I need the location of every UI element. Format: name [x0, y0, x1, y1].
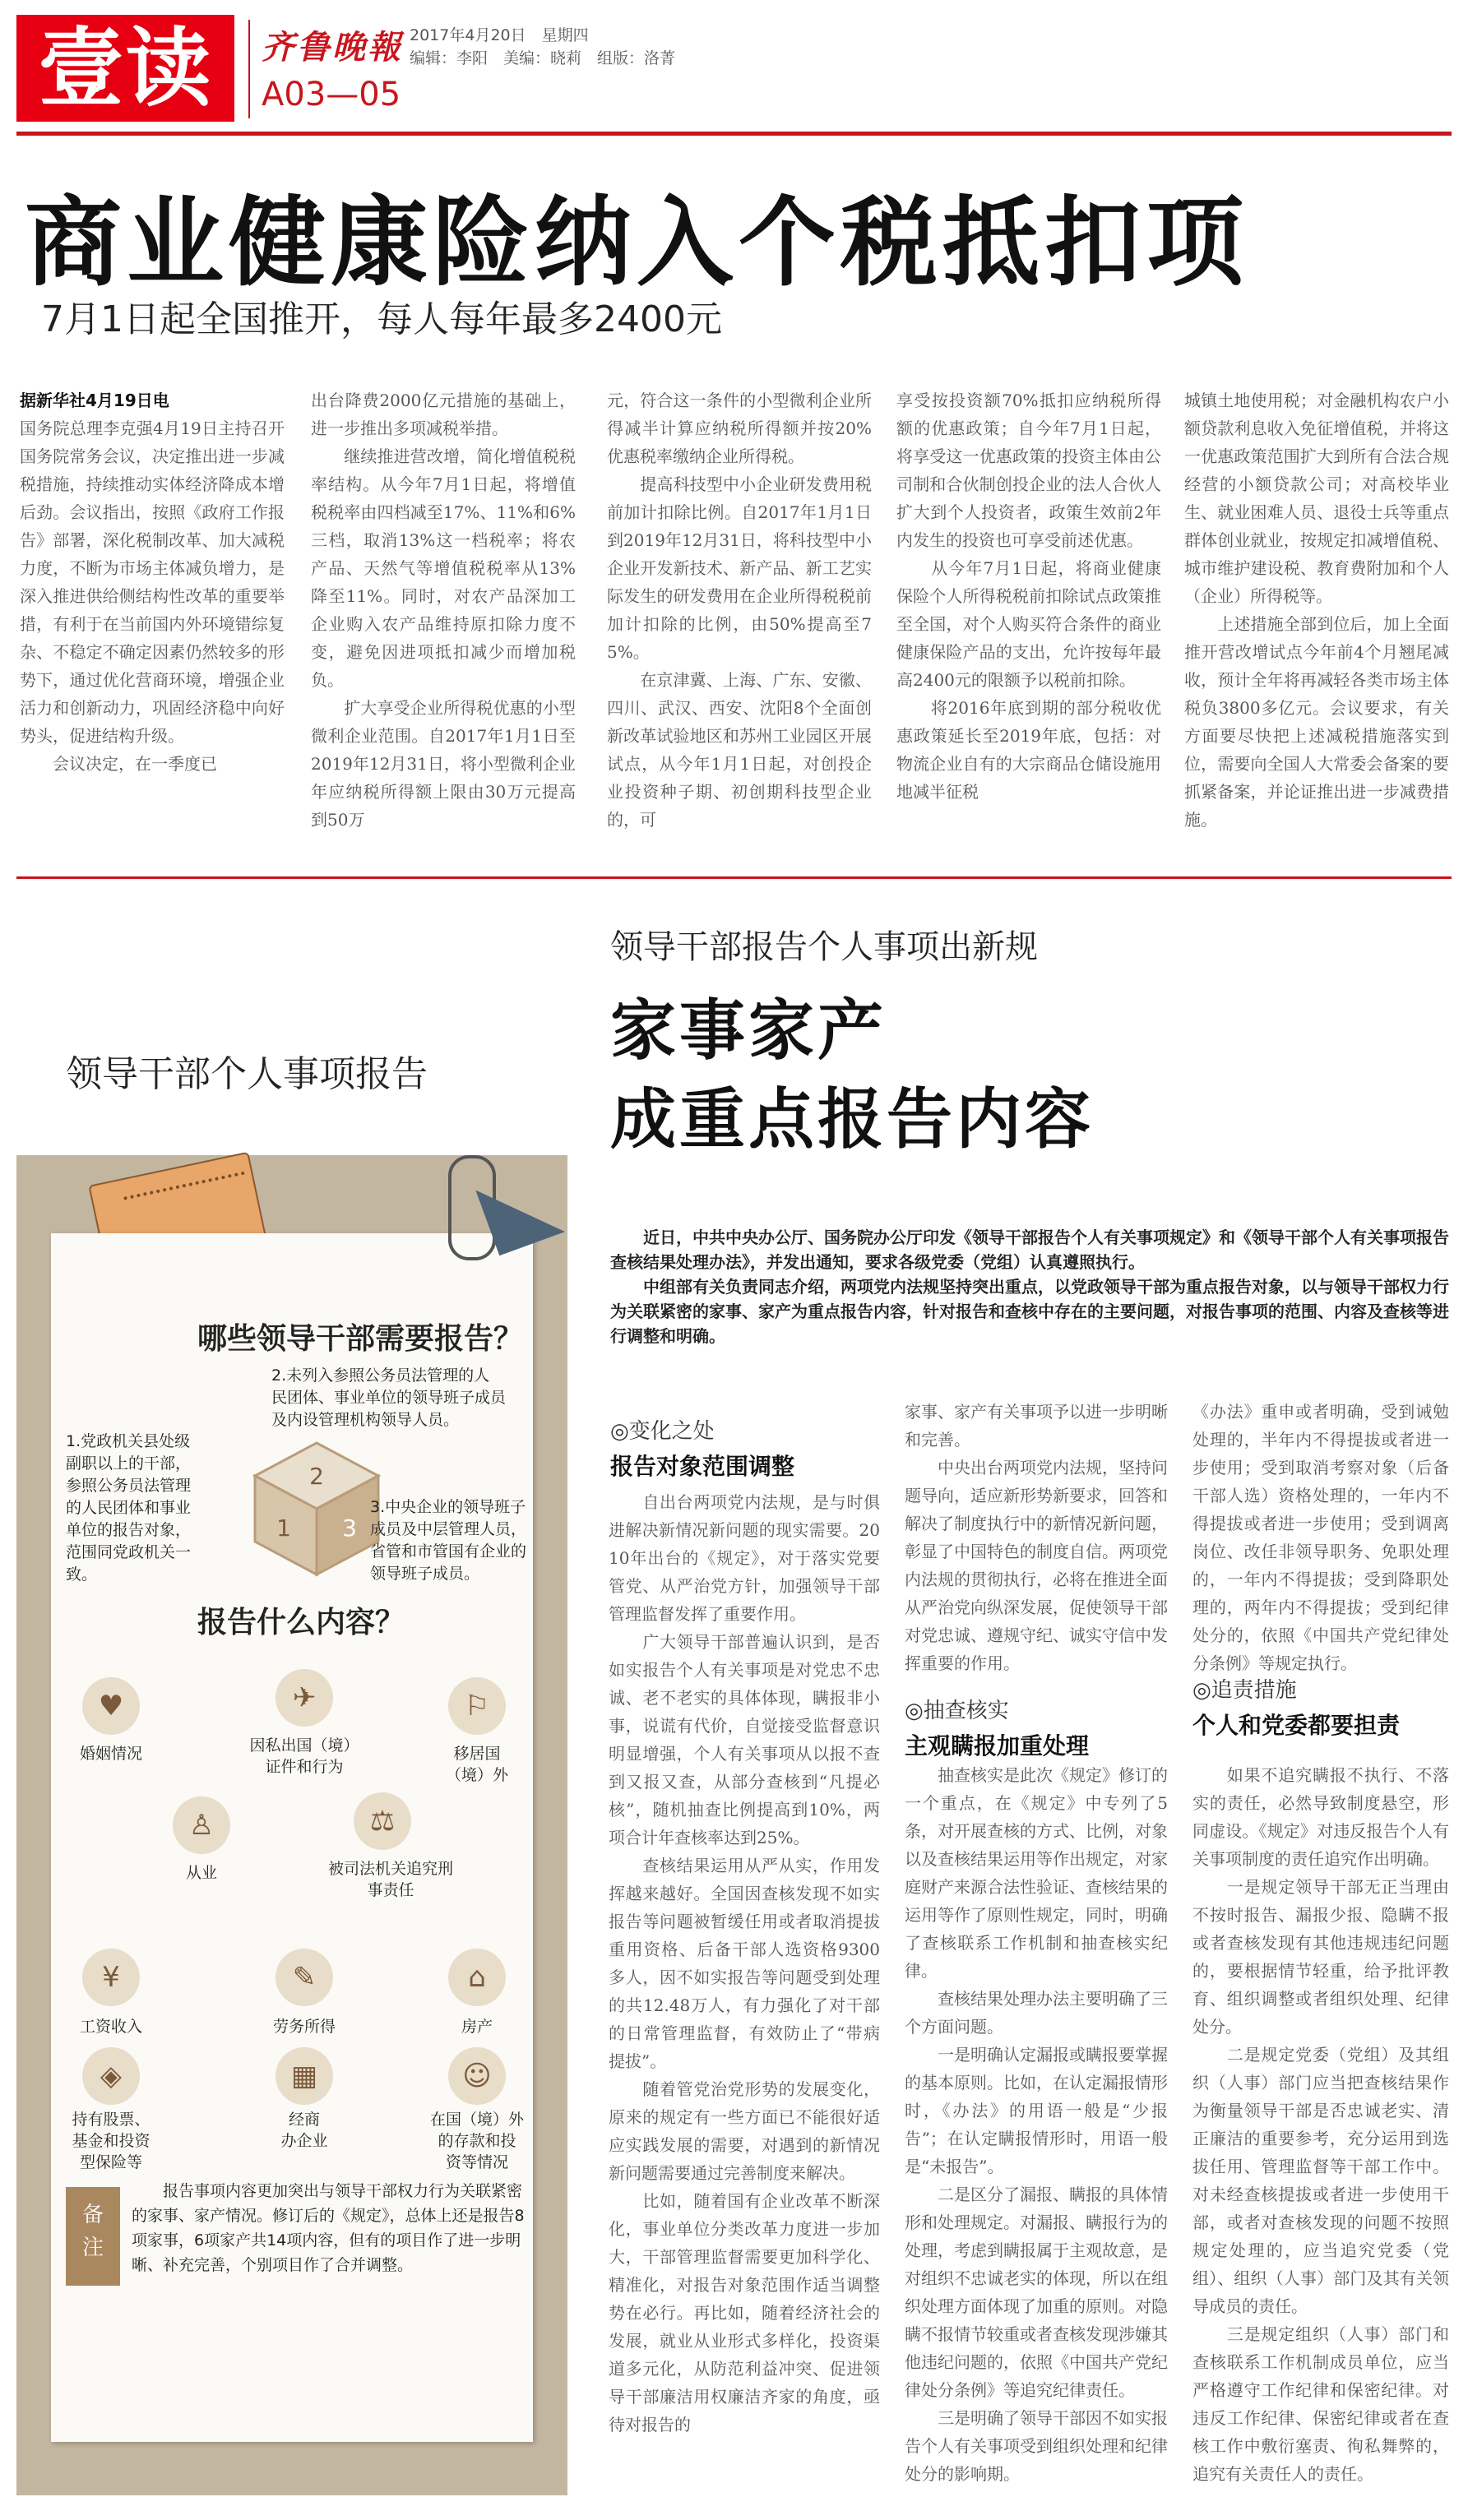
lead-column-5: 城镇土地使用税；对金融机构农户小额贷款利息收入免征增值税，并将这一优惠政策范围扩大到所有合法合规经营的小额贷款公司；对高校毕业生、就业困难人员、退役士兵等重点群体创业就业，按规定扣减增值税、城市维护建设税、教育费附加和个人（企业）所得税等。 上述措施全部到位后，加上全面推开营改增试点今年前4个月翘尾减收，预计全年将再减轻各类市场主体税负3800多亿元。会议要求，有关方面要尽快把上述减税措施落实到位，需要向全国人大常委会备案的要抓紧备案，并论证推出进一步减费措施。	[1184, 391, 1449, 830]
section-divider	[16, 876, 1452, 879]
second-column-3: 《办法》重申或者明确，受到诫勉处理的，半年内不得提拔或者进一步使用；受到取消考察对象（后备干部人选）资格处理的，一年内不得提拔或者进一步使用；受到调离岗位、改任非领导职务、免职处理的，一年内不得提拔；受到降职处理的，两年内不得提拔；受到纪律处分的，依照《中国共产党纪律处分条例》等规定执行。 如果不追究瞒报不执行、不落实的责任，必然导致制度悬空，形同虚设。《规定》对违反报告个人有关事项制度的责任追究作出明确。 一是规定领导干部无正当理由不按时报告、漏报少报、隐瞒不报或者查核发现有其他违规违纪问题的，要根据情节轻重，给予批评教育、组织调整或者组织处理、纪律处分。 二是规定党委（党组）及其组织（人事）部门应当把查核结果作为衡量领导干部是否忠诚老实、清正廉洁的重要参考，充分运用到选拔任用、管理监督等干部工作中。对未经查核提拔或者进一步使用干部，或者对查核发现的问题不按照规定处理的，应当追究党委（党组）、组织（人事）部门及其有关领导成员的责任。 三是规定组织（人事）部门和查核联系工作机制成员单位，应当严格遵守工作纪律和保密纪律。对违反工作纪律、保密纪律或者在查核工作中敷衍塞责、徇私舞弊的，追究有关责任人的责任。	[1192, 1402, 1449, 2484]
item-label-stock: 持有股票、 基金和投资 型保险等	[72, 2111, 151, 2171]
item-label-overseas: 在国（境）外 的存款和投 资等情况	[429, 2111, 524, 2171]
section-kicker-1: ◎变化之处	[610, 1419, 715, 1444]
handcuffs-icon: ⚖	[354, 1792, 411, 1850]
page-code: A03—05	[262, 76, 401, 113]
stock-icon: ◈	[82, 2047, 140, 2105]
who-item-3: 3.中央企业的领导班子 成员及中层管理人员， 省管和市管国有企业的 领导班子成员。	[370, 1498, 527, 1583]
item-label-criminal: 被司法机关追究刑 事责任	[327, 1860, 453, 1899]
item-label-marriage: 婚姻情况	[79, 1745, 142, 1763]
item-label-salary: 工资收入	[79, 2018, 142, 2036]
editor-credits: 编辑：李阳 美编：晓莉 组版：洛菁	[410, 49, 676, 67]
rings-icon: ♥	[82, 1677, 140, 1735]
paper-name: 齐鲁晚報	[262, 28, 403, 67]
lead-column-2: 出台降费2000亿元措施的基础上，进一步推出多项减税举措。 继续推进营改增，简化增值税税率结构。从今年7月1日起，将增值税税率由四档减至17%、11%和6%三档，取消13%这一档税率；将农产品、天然气等增值税税率从13%降至11%。同时，对农产品深加工企业购入农产品维持原扣除力度不变，避免因进项抵扣减少而增加税负。 扩大享受企业所得税优惠的小型微利企业范围。自2017年1月1日至2019年12月31日，将小型微利企业年应纳税所得额上限由30万元提高到50万	[311, 391, 576, 830]
second-column-2: 家事、家产有关事项予以进一步明晰和完善。 中央出台两项党内法规，坚持问题导向，适应新形势新要求，回答和解决了制度执行中的新情况新问题，彰显了中国特色的制度自信。两项党内法规的贯彻执行，必将在推进全面从严治党向纵深发展，促使领导干部对党忠诚、遵规守纪、诚实守信中发挥重要的作用。 抽查核实是此次《规定》修订的一个重点，在《规定》中专列了5条，对开展查核的方式、比例，对象以及查核结果运用等作出规定，对家庭财产来源合法性验证、查核结果的运用等作了原则性规定，同时，明确了查核联系工作机制和抽查核实纪律。 查核结果处理办法主要明确了三个方面问题。 一是明确认定漏报或瞒报要掌握的基本原则。比如，在认定漏报情形时，《办法》的用语一般是“少报告”；在认定瞒报情形时，用语一般是“未报告”。 二是区分了漏报、瞒报的具体情形和处理规定。对漏报、瞒报行为的处理，考虑到瞒报属于主观故意，是对组织不忠诚老实的体现，所以在组织处理方面体现了加重的原则。对隐瞒不报情节较重或者查核发现涉嫌其他违纪问题的，依照《中国共产党纪律处分条例》等追究纪律责任。 三是明确了领导干部因不如实报告个人有关事项受到组织处理和纪律处分的影响期。	[905, 1402, 1168, 2484]
section-kicker-2: ◎抽查核实	[905, 1699, 1009, 1723]
who-item-1: 1.党政机关县处级 副职以上的干部， 参照公务员法管理 的人民团体和事业 单位的报告对象， 范围同党政机关一 致。	[66, 1432, 192, 1584]
lead-column-1	[20, 386, 285, 847]
masthead-rule	[16, 132, 1452, 136]
second-kicker: 领导干部报告个人事项出新规	[610, 928, 1038, 966]
family-icon: ☺	[448, 2047, 506, 2105]
section-kicker-3: ◎追责措施	[1192, 1678, 1297, 1703]
section-head-3: 个人和党委都要担责	[1192, 1712, 1401, 1739]
building-icon: ▦	[276, 2047, 333, 2105]
lead-column-4: 享受按投资额70%抵扣应纳税所得额的优惠政策；自今年7月1日起，将享受这一优惠政策的投资主体由公司制和合伙制创投企业的法人合伙人扩大到个人投资者，政策生效前2年内发生的投资也可享受前述优惠。 从今年7月1日起，将商业健康保险个人所得税税前扣除试点政策推至全国，对个人购买符合条件的商业健康保险产品的支出，允许按每年最高2400元的限额予以税前扣除。 将2016年底到期的部分税收优惠政策延长至2019年底，包括：对物流企业自有的大宗商品仓储设施用地减半征税	[896, 391, 1161, 802]
house-icon: ⌂	[448, 1949, 506, 2006]
cube-icon	[247, 1439, 387, 1579]
issue-date: 2017年4月20日 星期四	[410, 26, 589, 44]
infographic-title: 领导干部个人事项报告	[66, 1053, 428, 1095]
item-label-employment: 从业	[185, 1864, 217, 1882]
masthead-divider	[248, 20, 250, 118]
brand-logo: 壹读	[16, 15, 234, 122]
lead-headline: 商业健康险纳入个税抵扣项	[25, 186, 1249, 299]
cube-face-1: 1	[276, 1514, 291, 1542]
note-text: 报告事项内容更加突出与领导干部权力行为关联紧密的家事、家产情况。修订后的《规定》，总体上还是报告8项家事，6项家产共14项内容，但有的项目作了进一步明晰、补充完善，个别项目作了合并调整。	[132, 2182, 525, 2274]
cube-face-2: 2	[309, 1463, 324, 1490]
item-label-business: 经商 办企业	[280, 2111, 328, 2150]
item-label-emigrate: 移居国 （境）外	[445, 1745, 508, 1784]
lead-subhead: 7月1日起全国推开，每人每年最多2400元	[41, 298, 722, 340]
section-head-2: 主观瞒报加重处理	[905, 1732, 1090, 1759]
lead-column-1-text: 国务院总理李克强4月19日主持召开国务院常务会议，决定推出进一步减税措施，持续推动实体经济降成本增后劲。会议指出，按照《政府工作报告》部署，深化税制改革、加大减税力度，不断为市场主体减负增力，是深入推进供给侧结构性改革的重要举措，有利于在当前国内外环境错综复杂、不稳定不确定因素仍然较多的形势下，通过优化营商环境，增强企业活力和创新动力，巩固经济稳中向好势头，促进结构升级。 会议决定，在一季度已	[20, 418, 285, 774]
what-heading: 报告什么内容？	[197, 1605, 405, 1639]
salary-icon: ¥	[82, 1949, 140, 2006]
who-item-2: 2.未列入参照公务员法管理的人 民团体、事业单位的领导班子成员 及内设管理机构领导人员。	[271, 1366, 507, 1429]
second-headline-line1: 家事家产	[610, 992, 887, 1069]
item-label-house: 房产	[461, 2018, 493, 2036]
passport-icon: ✈	[276, 1669, 333, 1727]
section-head-1: 报告对象范围调整	[610, 1453, 795, 1480]
second-column-1: 自出台两项党内法规，是与时俱进解决新情况新问题的现实需要。2010年出台的《规定》，对于落实党要管党、从严治党方针，加强领导干部管理监督发挥了重要作用。 广大领导干部普遍认识到，是否如实报告个人有关事项是对党忠不忠诚、老不老实的具体体现，瞒报非小事，说谎有代价，自觉接受监督意识明显增强，个人有关事项从以报不查到又报又查，从部分查核到“凡提必核”，随机抽查比例提高到10%，两项合计年查核率达到25%。 查核结果运用从严从实，作用发挥越来越好。全国因查核发现不如实报告等问题被暂缓任用或者取消提拔重用资格、后备干部人选资格9300多人，因不如实报告等问题受到处理的共12.48万人，有力强化了对干部的日常管理监督，有效防止了“带病提拔”。 随着管党治党形势的发展变化，原来的规定有一些方面已不能很好适应实践发展的需要，对遇到的新情况新问题需要通过完善制度来解决。 比如，随着国有企业改革不断深化，事业单位分类改革力度进一步加大，干部管理监督需要更加科学化、精准化，对报告对象范围作适当调整势在必行。再比如，随着经济社会的发展，就业从业形式多样化，投资渠道多元化，从防范利益冲突、促进领导干部廉洁用权廉洁齐家的角度，亟待对报告的	[609, 1492, 880, 2434]
traveler-icon: ⚐	[448, 1677, 506, 1735]
item-label-labor: 劳务所得	[272, 2018, 336, 2036]
second-lede: 近日，中共中央办公厅、国务院办公厅印发《领导干部报告个人有关事项规定》和《领导干部个人有关事项报告查核结果处理办法》，并发出通知，要求各级党委（党组）认真遵照执行。 中组部有关负责同志介绍，两项党内法规坚持突出重点，以党政领导干部为重点报告对象，以与领导干部权力行为关联紧密的家事、家产为重点报告内容，针对报告和查核中存在的主要问题，对报告事项的范围、内容及查核等进行调整和明确。	[610, 1228, 1449, 1346]
item-label-passport: 因私出国（境） 证件和行为	[249, 1736, 359, 1776]
who-heading: 哪些领导干部需要报告？	[197, 1321, 524, 1356]
dateline: 据新华社4月19日电	[20, 391, 169, 410]
second-headline-line2: 成重点报告内容	[610, 1081, 1094, 1158]
worker-icon: ♙	[173, 1796, 230, 1854]
cube-face-3: 3	[342, 1514, 357, 1542]
note-badge: 备 注	[66, 2187, 120, 2286]
labor-icon: ✎	[276, 1949, 333, 2006]
lead-column-3: 元，符合这一条件的小型微利企业所得减半计算应纳税所得额并按20%优惠税率缴纳企业所得税。 提高科技型中小企业研发费用税前加计扣除比例。自2017年1月1日到2019年12月31日，将科技型中小企业开发新技术、新产品、新工艺实际发生的研发费用在企业所得税税前加计扣除的比例，由50%提高至75%。 在京津冀、上海、广东、安徽、四川、武汉、西安、沈阳8个全面创新改革试验地区和苏州工业园区开展试点，从今年1月1日起，对创投企业投资种子期、初创期科技型企业的，可	[607, 391, 872, 830]
